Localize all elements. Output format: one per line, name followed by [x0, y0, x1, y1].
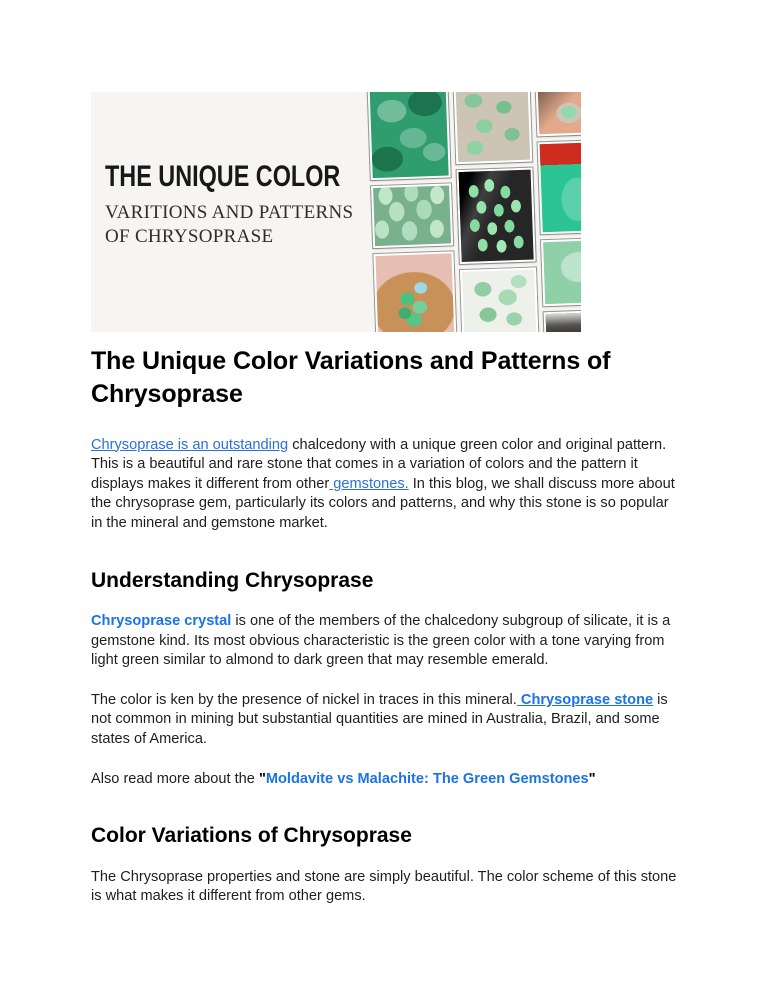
collage-column-2	[454, 92, 539, 332]
article-title: The Unique Color Variations and Patterns of Chrysoprase	[91, 347, 611, 409]
text-run: In this blog, we shall discuss more about the chrysoprase gem, particularly its colors and patterns, and why this stone is so popular in the mineral and gemstone market.	[91, 475, 675, 531]
paragraph-intro	[91, 436, 677, 534]
link-moldavite-vs-malachite[interactable]: Moldavite vs Malachite: The Green Gemstones	[265, 770, 589, 787]
gem-photo-rough-stones	[454, 92, 533, 164]
paragraph-understanding-1	[91, 612, 677, 671]
hero-subtitle-line2: OF CHRYSOPRASE	[105, 225, 274, 247]
gem-photo-plate-of-stones	[373, 251, 456, 332]
section-heading-understanding: Understanding Chrysoprase	[91, 568, 374, 592]
gem-photo-teal-cabochon	[538, 140, 581, 234]
link-gemstones[interactable]: gemstones.	[329, 475, 409, 492]
hero-subtitle	[105, 201, 407, 248]
hero-image	[91, 92, 581, 332]
paragraph-color-variations: The Chrysoprase properties and stone are simply beautiful. The color scheme of this stone is what makes it different from other gems.	[91, 868, 677, 905]
hero-text-block	[105, 162, 407, 248]
text-run: is not common in mining but substantial quantities are mined in Australia, Brazil, and some states of America.	[91, 691, 668, 748]
text-run: Also read more about the	[91, 770, 259, 787]
text-run: chalcedony with a unique green color and original pattern. This is a beautiful and rare stone that comes in a variation of colors and the pattern it displays makes it different from other	[91, 436, 667, 492]
gem-photo-ring	[536, 92, 581, 136]
link-chrysoprase-stone[interactable]: Chrysoprase stone	[516, 691, 654, 708]
collage-column-3	[536, 92, 581, 332]
gem-photo-large-cabochon	[541, 238, 581, 306]
paragraph-understanding-2	[91, 691, 677, 750]
link-chrysoprase-crystal[interactable]: Chrysoprase crystal	[91, 612, 232, 629]
gem-photo-faceted-stones	[457, 168, 536, 265]
hero-title: THE UNIQUE COLOR	[105, 160, 341, 193]
text-run: The color is ken by the presence of nickel in traces in this mineral.	[91, 691, 517, 708]
link-chrysoprase-is-an-outstanding[interactable]: Chrysoprase is an outstanding	[91, 436, 289, 453]
quote-mark-close: "	[588, 770, 596, 787]
gem-photo-tumbled-on-white	[460, 267, 538, 332]
paragraph-also-read	[91, 770, 677, 790]
section-heading-color-variations: Color Variations of Chrysoprase	[91, 824, 412, 848]
quote-mark-open: "	[258, 770, 266, 787]
gem-photo-dark-rim	[544, 310, 581, 332]
hero-subtitle-line1: VARITIONS AND PATTERNS	[105, 202, 354, 223]
text-run: is one of the members of the chalcedony subgroup of silicate, it is a gemstone kind. Its most obvious characteristic is the green color with a tone varying from light green similar to almond to dark green that may resemble emerald.	[91, 612, 671, 669]
